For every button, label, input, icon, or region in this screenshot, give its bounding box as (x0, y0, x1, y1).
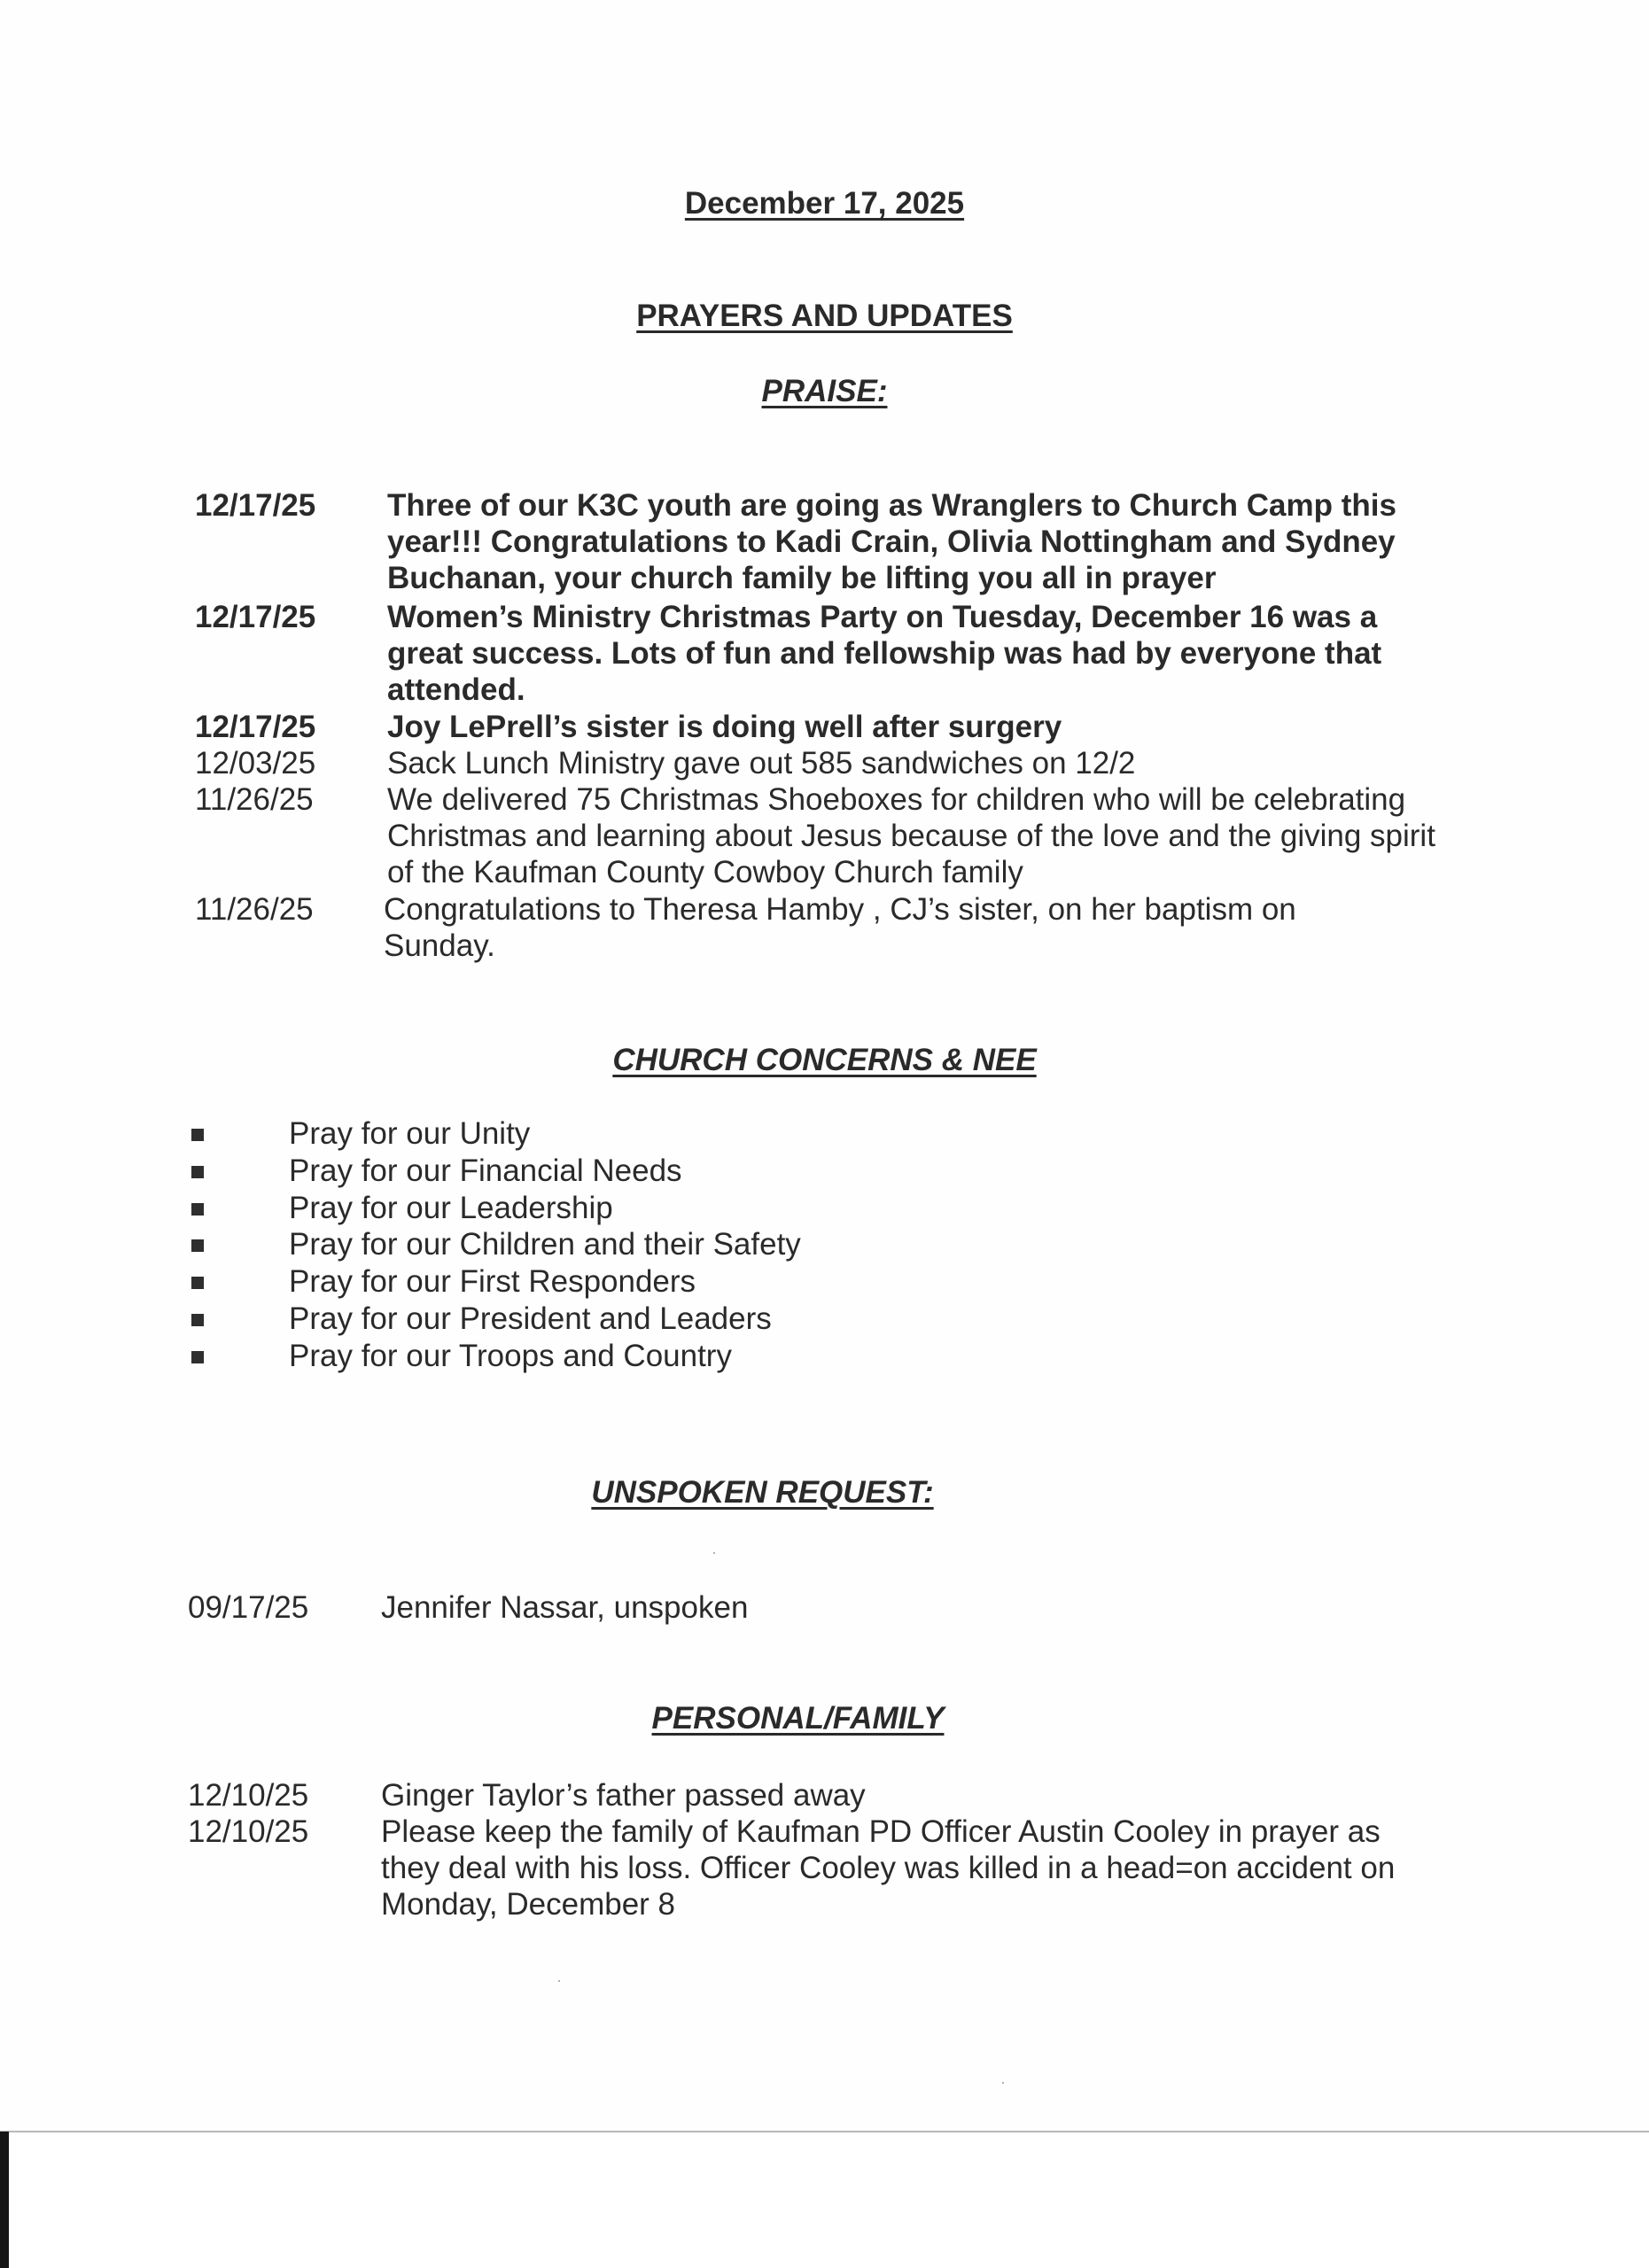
concern-text: Pray for our Children and their Safety (289, 1227, 801, 1262)
square-bullet-icon (191, 1314, 204, 1326)
praise-item-text: Congratulations to Theresa Hamby , CJ’s sister, on her baptism on Sunday. (384, 892, 1296, 963)
church-concerns-heading-text: CHURCH CONCERNS & NEE (612, 1043, 1037, 1077)
personal-family-heading (0, 1701, 1622, 1736)
concern-text: Pray for our Financial Needs (289, 1153, 682, 1188)
unspoken-heading (0, 1475, 1587, 1511)
scan-bottom-margin (0, 2132, 1649, 2268)
scan-speck (558, 1980, 560, 1982)
personal-family-heading-text: PERSONAL/FAMILY (651, 1701, 945, 1736)
praise-item-date: 12/03/25 (195, 746, 316, 781)
praise-item-date: 11/26/25 (195, 782, 314, 817)
personal-family-item-text: Please keep the family of Kaufman PD Officer Austin Cooley in prayer as they deal with his loss. Officer Cooley was killed in a head=on accident on Monday, December 8 (381, 1814, 1396, 1922)
praise-heading-text: PRAISE: (761, 374, 888, 408)
personal-family-item-text: Ginger Taylor’s father passed away (381, 1778, 866, 1813)
concern-text: Pray for our Leadership (289, 1191, 613, 1225)
document-date (0, 186, 1649, 221)
praise-item-text: Women’s Ministry Christmas Party on Tuesday, December 16 was a great success. Lots of fun and fellowship was had by everyone that attended. (387, 600, 1382, 707)
praise-item-date: 12/17/25 (195, 488, 316, 523)
unspoken-heading-text: UNSPOKEN REQUEST: (591, 1475, 934, 1510)
square-bullet-icon (191, 1239, 204, 1252)
unspoken-item-date: 09/17/25 (188, 1590, 309, 1625)
scan-speck (1002, 2082, 1004, 2084)
church-concerns-heading (0, 1043, 1649, 1078)
praise-item-text: Three of our K3C youth are going as Wranglers to Church Camp this year!!! Congratulations to Kadi Crain, Olivia Nottingham and Sydney Buchanan, your church family be lifting you all in prayer (387, 488, 1396, 595)
square-bullet-icon (191, 1351, 204, 1363)
praise-item-text: Joy LePrell’s sister is doing well after surgery (387, 710, 1062, 744)
concern-text: Pray for our First Responders (289, 1264, 696, 1299)
document-title (0, 299, 1649, 334)
concern-text: Pray for our Troops and Country (289, 1339, 732, 1373)
praise-item-text: Sack Lunch Ministry gave out 585 sandwiches on 12/2 (387, 746, 1136, 781)
praise-item-date: 12/17/25 (195, 710, 316, 744)
document-title-text: PRAYERS AND UPDATES (636, 299, 1013, 333)
document-date-text: December 17, 2025 (684, 186, 965, 221)
personal-family-item-date: 12/10/25 (188, 1778, 309, 1813)
square-bullet-icon (191, 1203, 204, 1216)
square-bullet-icon (191, 1277, 204, 1289)
praise-heading (0, 374, 1649, 409)
concern-text: Pray for our Unity (289, 1116, 531, 1151)
square-bullet-icon (191, 1129, 204, 1141)
praise-item-date: 11/26/25 (195, 892, 314, 927)
unspoken-item-text: Jennifer Nassar, unspoken (381, 1590, 749, 1625)
scan-black-bar (0, 2132, 9, 2268)
personal-family-item-date: 12/10/25 (188, 1814, 309, 1849)
concern-text: Pray for our President and Leaders (289, 1301, 772, 1336)
square-bullet-icon (191, 1166, 204, 1178)
scan-speck (713, 1552, 715, 1554)
praise-item-date: 12/17/25 (195, 600, 316, 634)
praise-item-text: We delivered 75 Christmas Shoeboxes for children who will be celebrating Christmas and learning about Jesus because of the love and the giving spirit of the Kaufman County Cowboy Church family (387, 782, 1435, 889)
